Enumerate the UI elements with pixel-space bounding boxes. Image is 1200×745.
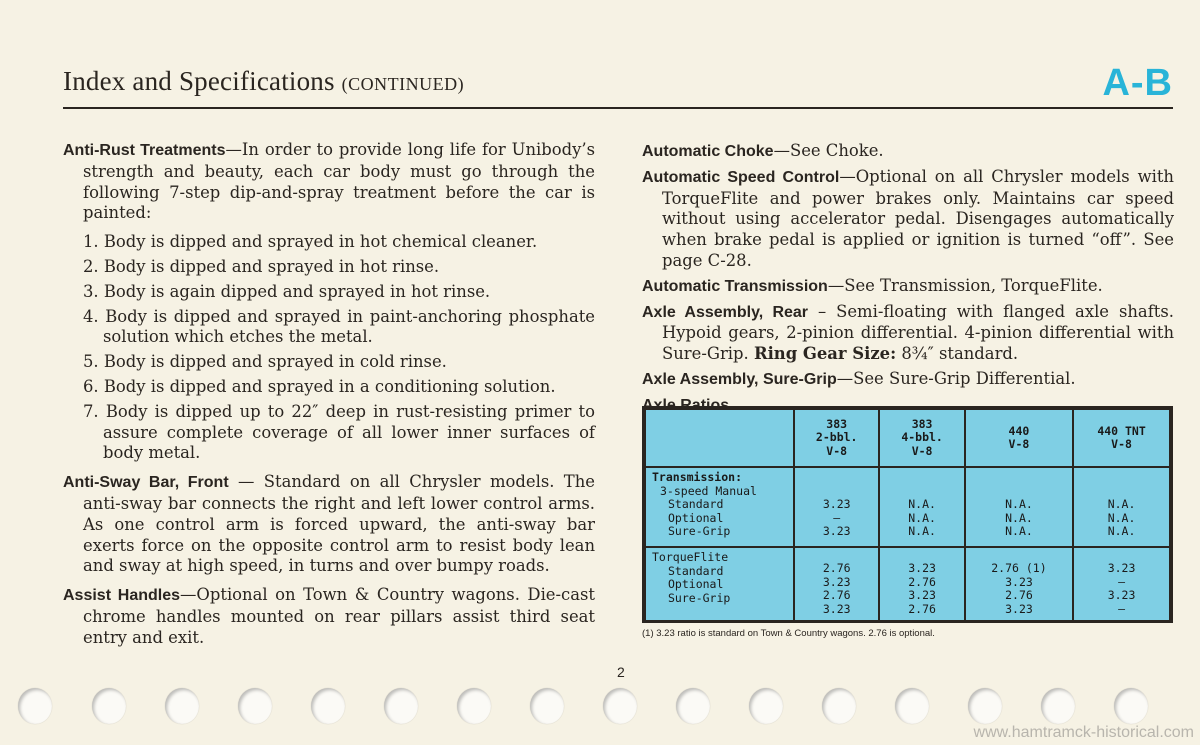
manual-labels	[645, 467, 794, 547]
term-assist-handles: Assist Handles	[63, 587, 181, 605]
entry-automatic-choke	[642, 141, 1174, 163]
entry-assist-handles	[63, 585, 595, 648]
header-440-tnt	[1073, 409, 1170, 467]
header-line: 383	[911, 416, 933, 431]
binder-hole	[92, 688, 126, 724]
table-cell: —	[1118, 574, 1126, 589]
table-cell: 2.76 (1)	[991, 561, 1047, 575]
table-cell: —	[833, 510, 841, 525]
binder-hole	[676, 688, 710, 724]
table-cell: 3.23	[822, 601, 851, 616]
table-cell: 2.76	[908, 601, 936, 616]
step-item: 3. Body is again dipped and sprayed in hot rinse.	[83, 281, 491, 301]
header-383-2bbl	[794, 409, 879, 467]
table-cell: N.A.	[908, 510, 936, 525]
entry-speed-control	[642, 167, 1174, 272]
binder-hole	[311, 688, 345, 724]
table-header-row	[645, 409, 1170, 467]
step-item: 1. Body is dipped and sprayed in hot chemical cleaner.	[83, 232, 538, 252]
entry-axle-rear	[642, 302, 1174, 365]
text-axle-rear-a: – Semi-floating with flanged axle shafts. Hypoid gears, 2-pinion differential. 4-pinion differential with Sure-Grip.	[662, 301, 1174, 364]
row-label: Optional	[668, 510, 724, 525]
table-cell: N.A.	[1107, 524, 1136, 538]
table-cell: N.A.	[1107, 497, 1136, 511]
page-title-suffix: (CONTINUED)	[341, 74, 465, 94]
header-line: 440	[1008, 423, 1030, 438]
binder-hole	[18, 688, 52, 724]
binder-hole	[968, 688, 1002, 724]
page-header	[63, 62, 1173, 110]
manual-col-383-4bbl	[879, 467, 964, 547]
term-axle-rear: Axle Assembly, Rear	[642, 303, 809, 321]
text-speed-control: —Optional on all Chrysler models with TorqueFlite and power brakes only. Maintains car speed without using accelerator pedal. Disengages automatically when brake pedal is applied or ignition is turned “off”. See page C-28.	[662, 166, 1174, 270]
entry-anti-sway	[63, 472, 595, 577]
torqueflite-col-383-2bbl	[794, 547, 879, 621]
table-cell: N.A.	[1107, 510, 1136, 525]
row-label: Optional	[668, 577, 724, 591]
term-axle-sure-grip: Axle Assembly, Sure-Grip	[642, 370, 837, 388]
torqueflite-col-440-tnt	[1073, 547, 1170, 621]
row-label: Standard	[668, 563, 724, 578]
left-column	[63, 140, 595, 657]
table-cell: 3.23	[908, 561, 936, 575]
binder-hole	[895, 688, 929, 724]
binder-hole	[822, 688, 856, 724]
page-title	[63, 66, 464, 97]
table-cell: —	[1118, 601, 1126, 616]
term-automatic-choke: Automatic Choke	[642, 143, 774, 160]
text-anti-sway: — Standard on all Chrysler models. The anti-sway bar connects the right and left lower control arms. As one control arm is forced upward, the anti-sway bar exerts force on the opposite control arm to resist body lean and sway at high speed, in turns and over bumpy roads.	[83, 472, 595, 576]
torqueflite-col-383-4bbl	[879, 547, 964, 621]
section-badge: A-B	[1102, 62, 1173, 104]
right-column	[642, 141, 1174, 423]
table-footnote: (1) 3.23 ratio is standard on Town & Country wagons. 2.76 is optional.	[642, 628, 935, 639]
table-cell: 2.76	[822, 588, 851, 602]
header-383-4bbl	[879, 409, 964, 467]
binder-hole	[749, 688, 783, 724]
step-item: 6. Body is dipped and sprayed in a conditioning solution.	[83, 376, 556, 396]
table-cell: N.A.	[908, 497, 936, 511]
term-anti-rust: Anti-Rust Treatments	[63, 142, 226, 159]
step-item: 5. Body is dipped and sprayed in cold rinse.	[83, 352, 447, 372]
step-item: 4. Body is dipped and sprayed in paint-anchoring phosphate solution which etches the metal.	[83, 306, 595, 347]
table-cell: 3.23	[822, 497, 851, 511]
text-automatic-choke: —See Choke.	[773, 141, 884, 160]
binder-hole	[603, 688, 637, 724]
entry-automatic-transmission	[642, 276, 1174, 298]
text-anti-rust: —In order to provide long life for Unibody’s strength and beauty, each car body must go through the following 7-step dip-and-spray treatment before the car is painted:	[83, 140, 595, 223]
watermark: www.hamtramck-historical.com	[973, 724, 1194, 741]
table-corner-cell	[645, 409, 794, 467]
table-cell: 3.23	[1107, 588, 1136, 602]
binder-hole	[1114, 688, 1148, 724]
row-label: Standard	[668, 497, 724, 511]
torqueflite-labels	[645, 547, 794, 621]
page-number: 2	[617, 664, 625, 680]
table-cell: 3.23	[1005, 601, 1033, 616]
anti-rust-steps	[83, 232, 595, 464]
table-cell: 2.76	[822, 561, 851, 575]
header-line: 440 TNT	[1097, 423, 1146, 438]
header-line: 2-bbl.	[815, 430, 858, 445]
text-ring-gear-label: Ring Gear Size:	[753, 344, 897, 364]
term-automatic-transmission: Automatic Transmission	[642, 277, 828, 295]
manual-col-383-2bbl	[794, 467, 879, 547]
table-cell: N.A.	[1005, 524, 1033, 538]
header-440	[965, 409, 1073, 467]
table-cell: N.A.	[908, 524, 936, 538]
table-cell: 3.23	[908, 588, 936, 602]
table-cell: N.A.	[1005, 510, 1033, 525]
table-row-torqueflite	[645, 547, 1170, 621]
table-cell: 2.76	[908, 574, 936, 589]
entry-axle-sure-grip	[642, 369, 1174, 391]
torqueflite-col-440	[965, 547, 1073, 621]
header-rule	[63, 107, 1173, 109]
row-label: Sure-Grip	[668, 590, 731, 605]
table-cell: 3.23	[822, 574, 851, 589]
row-label: Transmission:	[652, 470, 743, 484]
text-automatic-transmission: —See Transmission, TorqueFlite.	[827, 275, 1103, 295]
row-label: Sure-Grip	[668, 524, 731, 538]
text-axle-rear-b: 8¾″ standard.	[896, 344, 1019, 364]
entry-anti-rust	[63, 140, 595, 224]
table-cell: 3.23	[1107, 561, 1136, 575]
row-label: TorqueFlite	[652, 550, 729, 564]
binder-hole	[384, 688, 418, 724]
axle-ratios-table	[642, 406, 1173, 623]
header-line: V-8	[1111, 437, 1132, 451]
page-title-text: Index and Specifications	[63, 66, 335, 96]
binder-hole	[165, 688, 199, 724]
text-axle-sure-grip: —See Sure-Grip Differential.	[836, 368, 1076, 388]
header-line: V-8	[1008, 437, 1030, 451]
text-assist-handles: —Optional on Town & Country wagons. Die-cast chrome handles mounted on rear pillars assist third seat entry and exit.	[83, 585, 595, 647]
binder-holes	[0, 688, 1200, 728]
table-cell: N.A.	[1005, 497, 1033, 511]
header-line: V-8	[826, 443, 848, 458]
binder-hole	[1041, 688, 1075, 724]
binder-hole	[530, 688, 564, 724]
header-line: 383	[826, 416, 848, 431]
term-speed-control: Automatic Speed Control	[642, 168, 840, 186]
table-cell: 3.23	[822, 524, 851, 538]
manual-col-440-tnt	[1073, 467, 1170, 547]
table-cell: 2.76	[1005, 588, 1033, 602]
step-item: 7. Body is dipped up to 22″ deep in rust-resisting primer to assure complete coverage of all lower inner surfaces of body metal.	[83, 401, 595, 463]
step-item: 2. Body is dipped and sprayed in hot rinse.	[83, 256, 440, 276]
table-row-manual	[645, 467, 1170, 547]
term-anti-sway: Anti-Sway Bar, Front	[63, 474, 229, 492]
binder-hole	[457, 688, 491, 724]
manual-col-440	[965, 467, 1073, 547]
header-line: V-8	[911, 443, 933, 458]
row-label: 3-speed Manual	[660, 483, 757, 498]
table-cell: 3.23	[1005, 574, 1033, 589]
header-line: 4-bbl.	[901, 430, 943, 445]
binder-hole	[238, 688, 272, 724]
